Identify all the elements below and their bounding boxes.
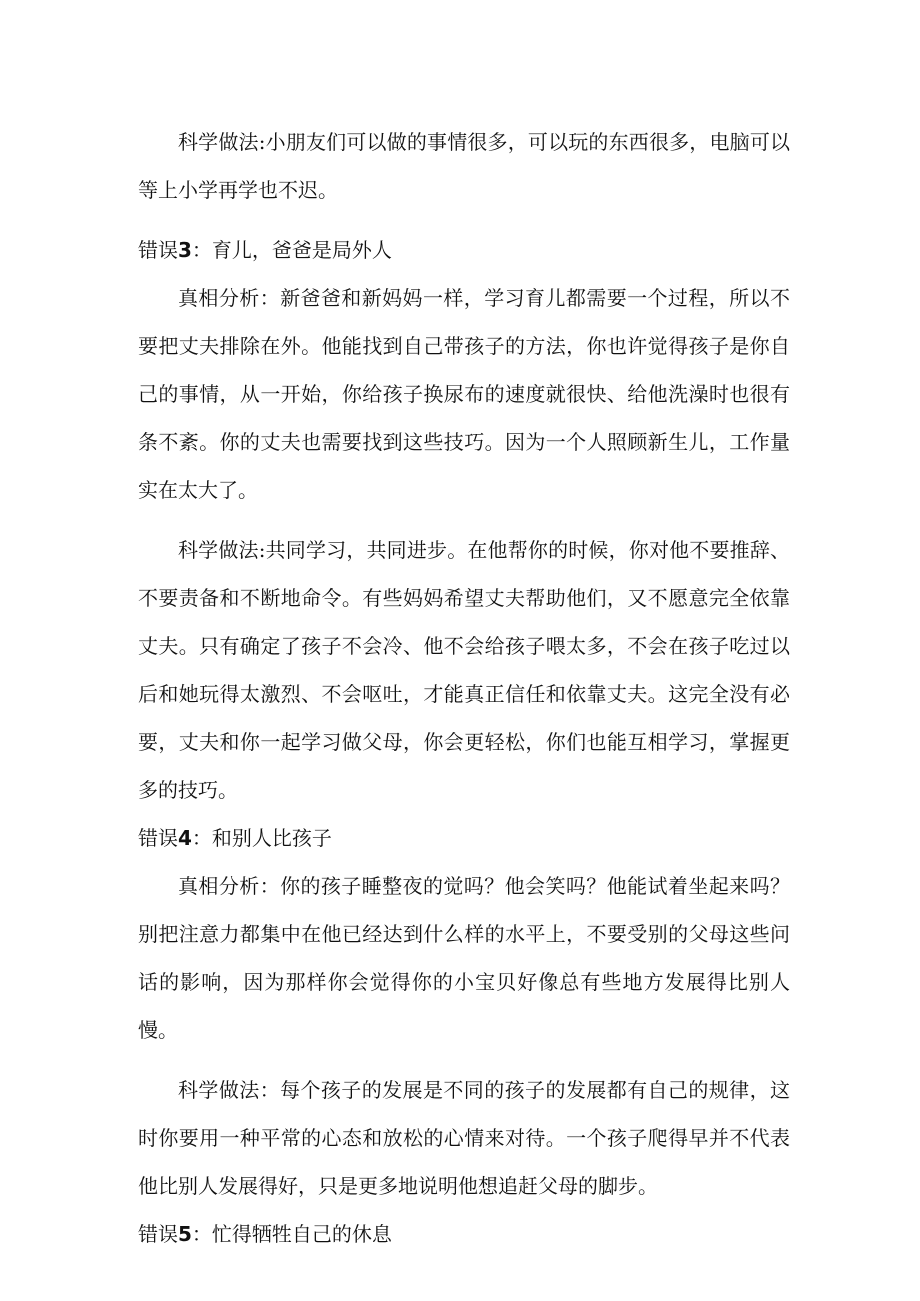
heading-title: ：和别人比孩子 — [191, 826, 332, 850]
heading-prefix: 错误 — [138, 238, 178, 262]
heading-prefix: 错误 — [138, 826, 178, 850]
heading-mistake-5 — [138, 1210, 790, 1258]
paragraph-method-dad: 科学做法:共同学习，共同进步。在他帮你的时候，你对他不要推辞、不要责备和不断地命令。有些妈妈希望丈夫帮助他们，又不愿意完全依靠丈夫。只有确定了孩子不会冷、他不会给孩子喂太多，不会在孩子吃过以后和她玩得太激烈、不会呕吐，才能真正信任和依靠丈夫。这完全没有必要，丈夫和你一起学习做父母，你会更轻松，你们也能互相学习，掌握更多的技巧。 — [138, 538, 790, 802]
heading-number: 3 — [178, 238, 192, 262]
paragraph-analysis-dad: 真相分析：新爸爸和新妈妈一样，学习育儿都需要一个过程，所以不要把丈夫排除在外。他能找到自己带孩子的方法，你也许觉得孩子是你自己的事情，从一开始，你给孩子换尿布的速度就很快、给他洗澡时也很有条不紊。你的丈夫也需要找到这些技巧。因为一个人照顾新生儿，工作量实在太大了。 — [138, 286, 790, 502]
heading-title: ：育儿，爸爸是局外人 — [191, 238, 392, 262]
paragraph-method-computer: 科学做法:小朋友们可以做的事情很多，可以玩的东西很多，电脑可以等上小学再学也不迟。 — [138, 130, 790, 202]
heading-mistake-3 — [138, 226, 790, 274]
heading-title: ：忙得牺牲自己的休息 — [191, 1222, 392, 1246]
paragraph-analysis-compare: 真相分析：你的孩子睡整夜的觉吗？他会笑吗？他能试着坐起来吗？别把注意力都集中在他已经达到什么样的水平上，不要受别的父母这些问话的影响，因为那样你会觉得你的小宝贝好像总有些地方发展得比别人慢。 — [138, 874, 790, 1042]
heading-prefix: 错误 — [138, 1222, 178, 1246]
paragraph-method-compare: 科学做法：每个孩子的发展是不同的孩子的发展都有自己的规律，这时你要用一种平常的心态和放松的心情来对待。一个孩子爬得早并不代表他比别人发展得好，只是更多地说明他想追赶父母的脚步。 — [138, 1078, 790, 1198]
heading-number: 4 — [178, 826, 192, 850]
heading-mistake-4 — [138, 814, 790, 862]
document-content — [138, 118, 790, 1258]
heading-number: 5 — [178, 1222, 192, 1246]
